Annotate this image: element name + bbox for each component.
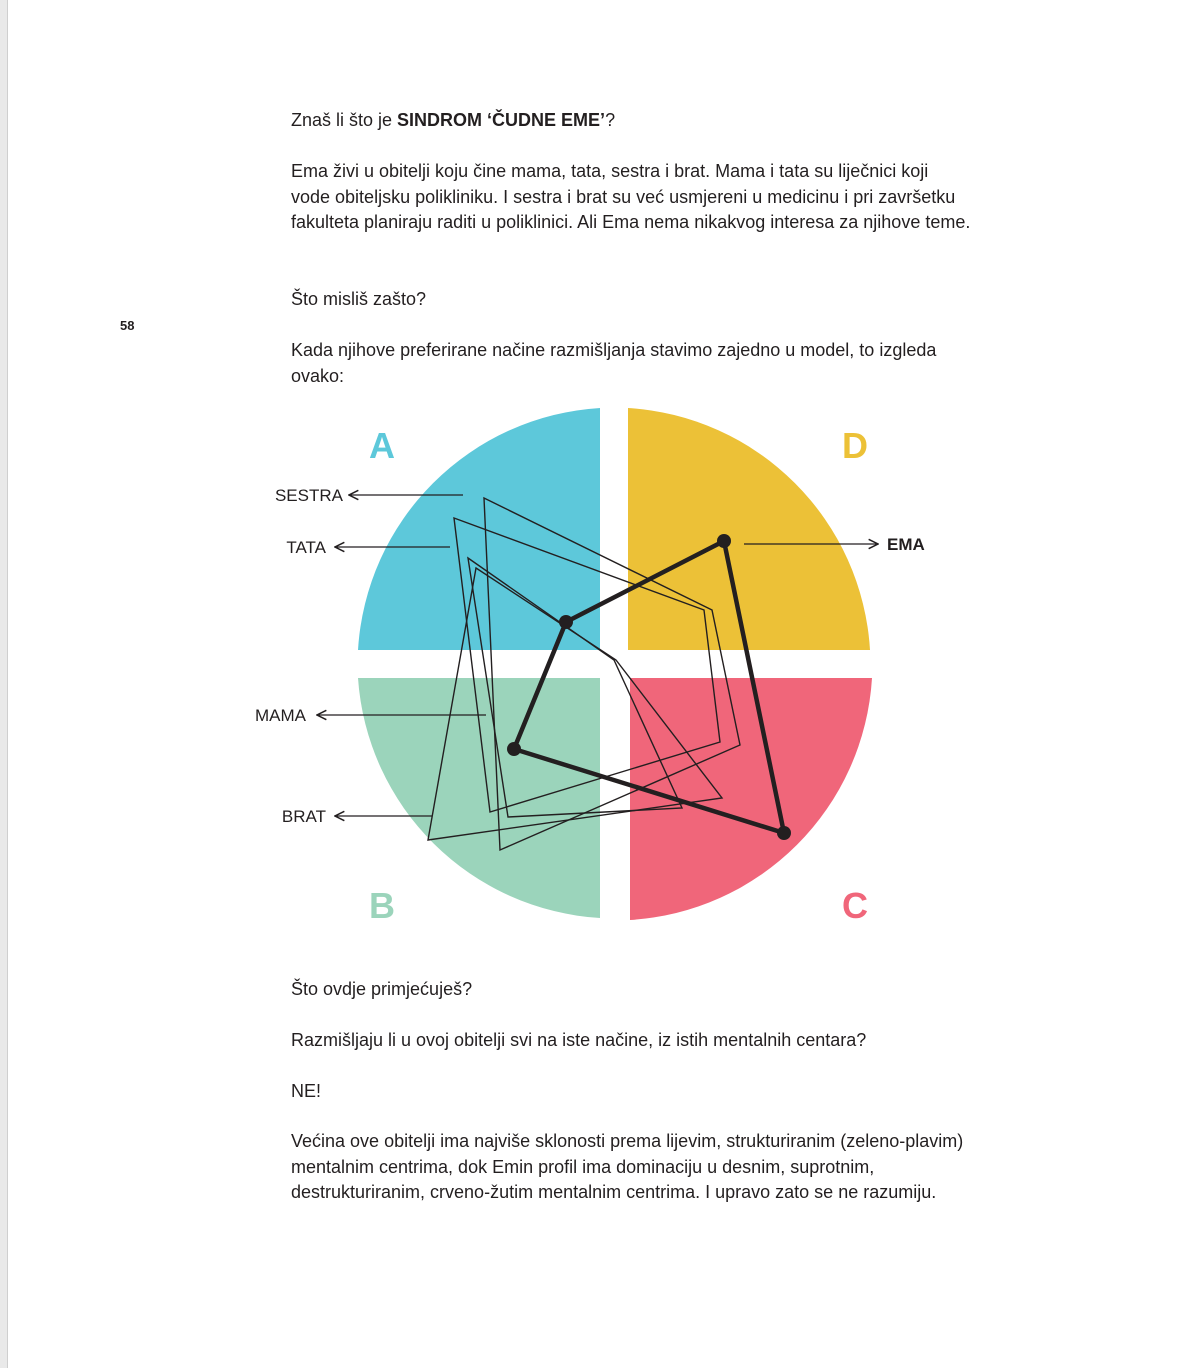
same-way-question <box>291 1028 971 1054</box>
label-brat: BRAT <box>281 807 326 826</box>
observe-question <box>291 977 971 1003</box>
quadrant-b <box>358 678 600 918</box>
conclusion-paragraph <box>291 1129 971 1206</box>
label-sestra: SESTRA <box>274 486 343 505</box>
story-paragraph <box>291 159 971 236</box>
intro-prefix: Znaš li što je <box>291 110 398 130</box>
paragraph-same-way: Razmišljaju li u ovoj obitelji svi na iste načine, iz istih mentalnih centara? <box>291 1030 867 1050</box>
paragraph-no: NE! <box>291 1081 322 1101</box>
quadrant-d <box>628 408 870 650</box>
answer-no <box>291 1079 971 1105</box>
paragraph-model: Kada njihove preferirane načine razmišljanja stavimo zajedno u model, to izgleda ovako: <box>291 340 937 386</box>
quadrant-letter-b: B <box>369 885 395 926</box>
label-mama: MAMA <box>255 706 306 725</box>
page-number: 58 <box>120 318 135 333</box>
thinking-preference-diagram <box>0 400 1200 940</box>
paragraph-conclusion: Većina ove obitelji ima najviše sklonosti prema lijevim, strukturiranim (zeleno-plavim) mentalnim centrima, dok Emin profil ima dominaciju u desnim, suprotnim, destrukturiranim, crveno-žutim mentalnim centrima. I upravo zato se ne razumiju. <box>291 1131 964 1202</box>
intro-suffix: ? <box>605 110 616 130</box>
intro-question <box>291 108 971 134</box>
quadrant-letter-c: C <box>842 885 868 926</box>
label-ema: EMA <box>887 535 925 554</box>
model-intro <box>291 338 971 389</box>
intro-emphasis: SINDROM ‘ČUDNE EME’ <box>397 110 606 130</box>
quadrant-letter-d: D <box>842 425 868 466</box>
quadrant-c <box>630 678 872 920</box>
why-question <box>291 287 971 313</box>
paragraph-observe: Što ovdje primjećuješ? <box>291 979 473 999</box>
paragraph-why: Što misliš zašto? <box>291 289 427 309</box>
quadrant-letter-a: A <box>369 425 395 466</box>
paragraph-story: Ema živi u obitelji koju čine mama, tata, sestra i brat. Mama i tata su liječnici koji vode obiteljsku polikliniku. I sestra i brat su već usmjereni u medicinu i pri završetku fakulteta planiraju raditi u poliklinici. Ali Ema nema nikakvog interesa za njihove teme. <box>291 161 971 232</box>
label-tata: TATA <box>286 538 326 557</box>
